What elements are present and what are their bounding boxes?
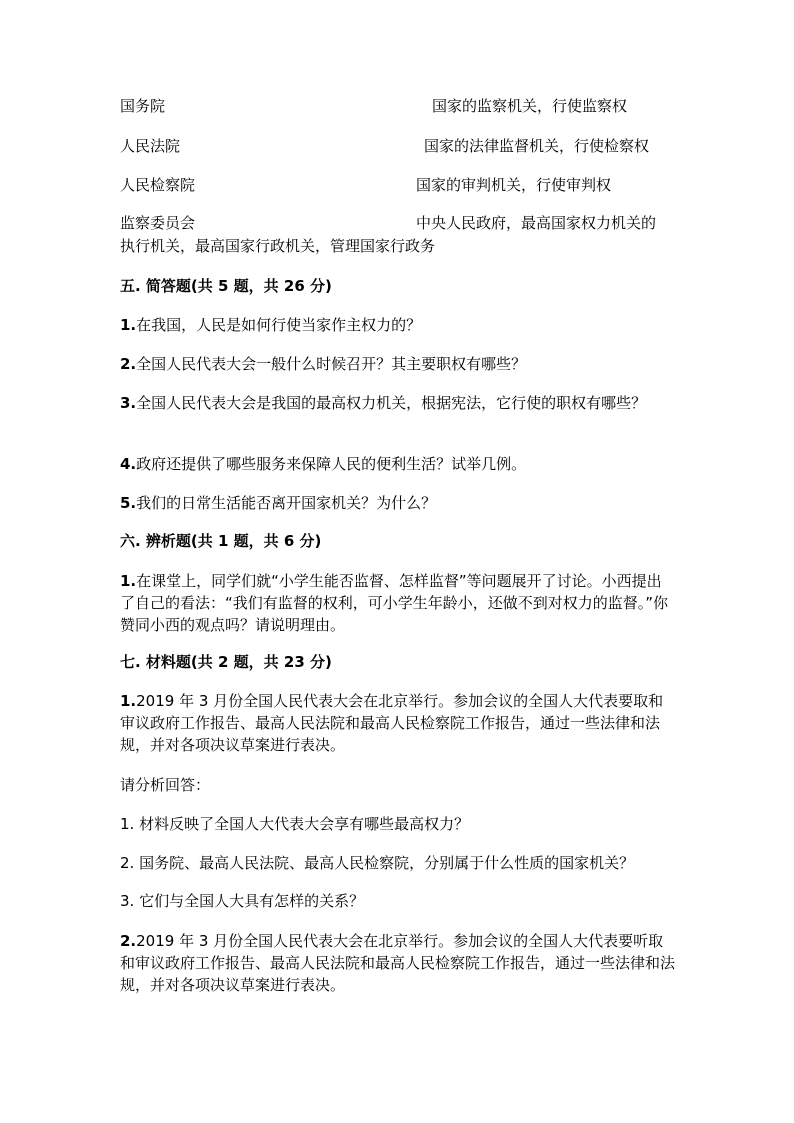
question-text: 在课堂上，同学们就“小学生能否监督、怎样监督”等问题展开了讨论。小西提出了自己的看法：“我们有监督的权利，可小学生年龄小，还做不到对权力的监督。”你赞同小西的观点吗？请说明理由。 — [120, 572, 669, 634]
match-right-item-1: 国家的监察机关，行使监察权 — [432, 97, 628, 115]
section-7-material-1 — [120, 690, 676, 756]
material-text: 2019 年 3 月份全国人民代表大会在北京举行。参加会议的全国人大代表要取和审议政府工作报告、最高人民法院和最高人民检察院工作报告，通过一些法律和法规，并对各项决议草案进行表决。 — [120, 692, 664, 754]
match-left-item-3: 人民检察院 — [120, 176, 196, 194]
section-6-title: 六. 辨析题(共 1 题，共 6 分) — [120, 532, 322, 550]
question-text: 在我国，人民是如何行使当家作主权力的？ — [136, 316, 422, 334]
match-right-item-4: 中央人民政府，最高国家权力机关的 — [416, 214, 657, 232]
question-number: 1. — [120, 316, 137, 334]
material-text: 2019 年 3 月份全国人民代表大会在北京举行。参加会议的全国人大代表要听取和审议政府工作报告、最高人民法院和最高人民检察院工作报告，通过一些法律和法规，并对各项决议草案进行表决。 — [120, 932, 676, 994]
sub-question-3: 3. 它们与全国人大具有怎样的关系？ — [120, 892, 365, 910]
section-5-question-1 — [120, 314, 676, 336]
question-text: 我们的日常生活能否离开国家机关？为什么？ — [136, 494, 437, 512]
section-7-material-2 — [120, 930, 676, 996]
analysis-prompt: 请分析回答： — [120, 776, 211, 794]
question-number: 3. — [120, 394, 137, 412]
match-right-item-4-continuation: 执行机关，最高国家行政机关，管理国家行政务 — [120, 237, 436, 255]
question-number: 5. — [120, 494, 137, 512]
sub-question-1: 1. 材料反映了全国人大代表大会享有哪些最高权力？ — [120, 815, 470, 833]
section-6-question-1 — [120, 570, 676, 636]
section-5-question-2 — [120, 353, 676, 375]
section-5-question-4 — [120, 453, 676, 475]
section-5-question-5 — [120, 492, 676, 514]
question-text: 政府还提供了哪些服务来保障人民的便利生活？试举几例。 — [136, 455, 527, 473]
match-right-item-2: 国家的法律监督机关，行使检察权 — [424, 137, 650, 155]
question-text: 全国人民代表大会一般什么时候召开？其主要职权有哪些？ — [136, 355, 527, 373]
sub-question-2: 2. 国务院、最高人民法院、最高人民检察院，分别属于什么性质的国家机关？ — [120, 854, 635, 872]
question-text: 全国人民代表大会是我国的最高权力机关，根据宪法，它行使的职权有哪些？ — [136, 394, 647, 412]
section-7-title: 七. 材料题(共 2 题，共 23 分) — [120, 653, 332, 671]
match-right-item-3: 国家的审判机关，行使审判权 — [416, 176, 612, 194]
question-number: 1. — [120, 572, 137, 590]
material-number: 2. — [120, 932, 137, 950]
section-5-question-3 — [120, 392, 660, 414]
material-number: 1. — [120, 692, 137, 710]
question-number: 4. — [120, 455, 137, 473]
section-5-title: 五. 简答题(共 5 题，共 26 分) — [120, 277, 332, 295]
match-left-item-2: 人民法院 — [120, 137, 181, 155]
match-left-item-4: 监察委员会 — [120, 214, 196, 232]
question-number: 2. — [120, 355, 137, 373]
match-left-item-1: 国务院 — [120, 97, 166, 115]
